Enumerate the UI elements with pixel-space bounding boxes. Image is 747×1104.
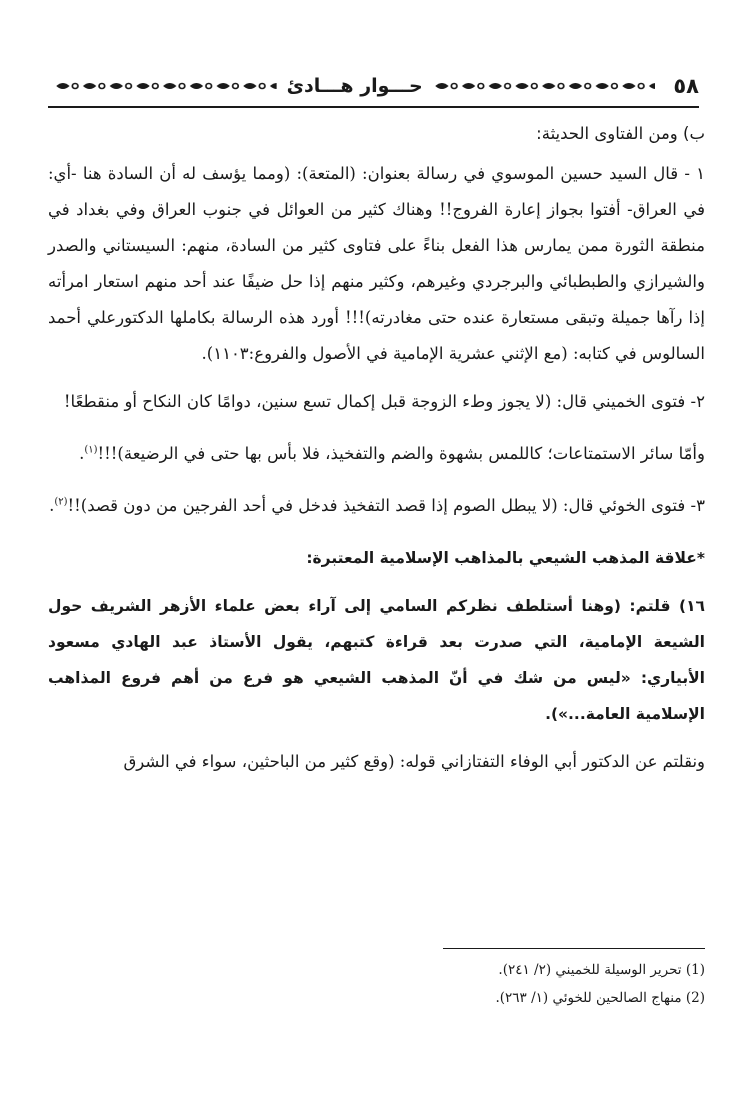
- ornament-pattern-icon: [54, 78, 277, 94]
- header-ornament-left: [54, 78, 277, 94]
- paragraph-item-2b-end: .: [79, 444, 85, 463]
- header-ornament-right: [433, 78, 656, 94]
- paragraph-item-3-end: .: [49, 496, 55, 515]
- paragraph-item-3-text: ٣- فتوى الخوئي قال: (لا يبطل الصوم إذا قصد التفخيذ فدخل في أحد الفرجين من دون قصد)!!: [67, 496, 705, 515]
- section-heading-b: ب) ومن الفتاوى الحديثة:: [536, 124, 705, 143]
- paragraph-last: ونقلتم عن الدكتور أبي الوفاء التفتازاني قوله: (وقع كثير من الباحثين، سواء في الشرق: [123, 752, 705, 771]
- ornament-pattern-icon: [433, 78, 656, 94]
- page-header: [48, 66, 699, 108]
- paragraph-item-2: ٢- فتوى الخميني قال: (لا يجوز وطء الزوجة قبل إكمال تسع سنين، دوامًا كان النكاح أو منقطعًا!: [63, 392, 705, 411]
- footnote-ref-2[interactable]: (٢): [54, 496, 68, 508]
- footnote-ref-1[interactable]: (١): [84, 444, 98, 456]
- footnotes: [48, 956, 705, 1012]
- section-heading-relation: *علاقة المذهب الشيعي بالمذاهب الإسلامية المعتبرة:: [306, 549, 705, 567]
- main-text: [48, 116, 705, 780]
- paragraph-item-3: [48, 488, 705, 524]
- paragraph-item-2b: [48, 436, 705, 472]
- page-number: ٥٨: [673, 74, 699, 98]
- footnote-divider: [443, 948, 705, 949]
- running-title: حـــوار هـــادئ: [286, 75, 423, 97]
- footnote-2: (2) منهاج الصالحين للخوئي (١/ ٢٦٣).: [495, 990, 705, 1006]
- paragraph-item-2b-text: وأمّا سائر الاستمتاعات؛ كاللمس بشهوة والضم والتفخيذ، فلا بأس بها حتى في الرضيعة)!!!: [97, 444, 705, 463]
- paragraph-16: ١٦) قلتم: (وهنا أستلطف نظركم السامي إلى آراء بعض علماء الأزهر الشريف حول الشيعة الإمامية، التي صدرت بعد قراءة كتبهم، يقول الأستاذ عبد الهادي مسعود الأبياري: «ليس من شك في أنّ المذهب الشيعي هو فرع من أهم فروع المذاهب الإسلامية العامة...»).: [48, 597, 705, 723]
- paragraph-item-1: ١ - قال السيد حسين الموسوي في رسالة بعنوان: (المتعة): (ومما يؤسف له أن السادة هنا -أي: في العراق- أفتوا بجواز إعارة الفروج!! وهناك كثير من العوائل في جنوب العراق وفي بغداد في منطقة الثورة ممن يمارس هذا الفعل بناءً على فتاوى كثير من السادة، منهم: السيستاني والصدر والشيرازي والطبطبائي والبرجردي وغيرهم، وكثير منهم إذا حل ضيفًا عند أحد منهم استعار امرأته إذا رآها جميلة وتبقى مستعارة عنده حتى مغادرته)!!! أورد هذه الرسالة بكاملها الدكتورعلي أحمد السالوس في كتابه: (مع الإثني عشرية الإمامية في الأصول والفروع:١١٠٣).: [48, 164, 705, 363]
- footnote-1: (1) تحرير الوسيلة للخميني (٢/ ٢٤١).: [498, 962, 705, 978]
